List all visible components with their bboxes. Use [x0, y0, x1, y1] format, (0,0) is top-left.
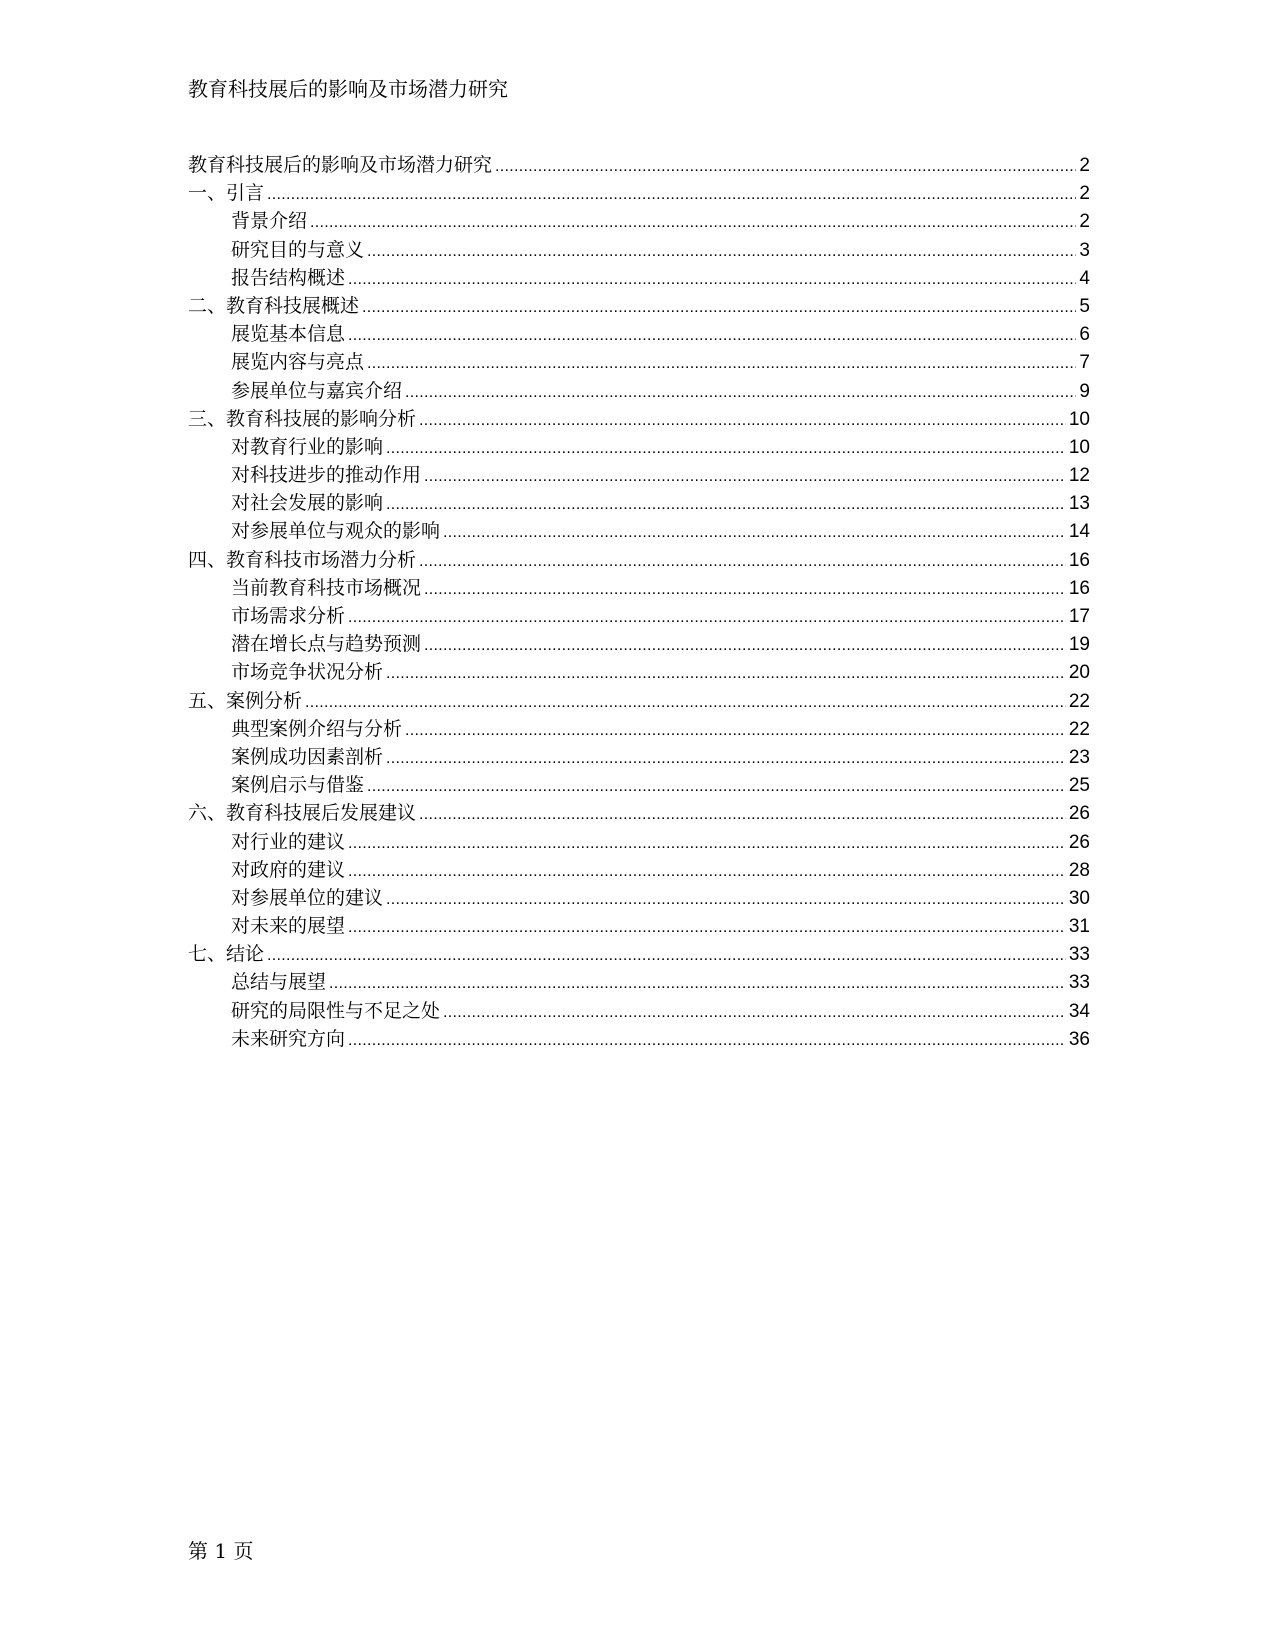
toc-entry-page-number[interactable]: 2 [1079, 211, 1090, 233]
toc-entry-page-number[interactable]: 30 [1068, 887, 1090, 909]
toc-dot-leader [348, 266, 1076, 294]
toc-entry-title[interactable]: 市场竞争状况分析 [231, 661, 384, 684]
toc-entry[interactable] [188, 405, 1090, 433]
toc-dot-leader [367, 238, 1076, 266]
toc-dot-leader [367, 350, 1076, 378]
toc-dot-leader [419, 801, 1066, 829]
toc-entry-title[interactable]: 六、教育科技展后发展建议 [188, 802, 417, 825]
toc-dot-leader [386, 745, 1066, 773]
toc-entry-title[interactable]: 报告结构概述 [231, 266, 346, 289]
toc-entry[interactable] [188, 236, 1090, 264]
toc-entry-title[interactable]: 对教育行业的影响 [231, 435, 384, 458]
toc-entry-page-number[interactable]: 3 [1079, 239, 1090, 261]
toc-entry-page-number[interactable]: 10 [1068, 436, 1090, 458]
toc-dot-leader [443, 519, 1066, 547]
toc-entry-page-number[interactable]: 34 [1068, 1000, 1090, 1022]
toc-entry[interactable] [188, 292, 1090, 320]
toc-entry[interactable] [188, 151, 1090, 179]
toc-entry-page-number[interactable]: 20 [1068, 662, 1090, 684]
toc-entry[interactable] [188, 207, 1090, 235]
toc-dot-leader [386, 435, 1066, 463]
toc-entry[interactable] [188, 517, 1090, 545]
toc-entry-title[interactable]: 展览内容与亮点 [231, 351, 365, 374]
toc-dot-leader [305, 689, 1066, 717]
toc-entry-page-number[interactable]: 12 [1068, 465, 1090, 487]
toc-entry[interactable] [188, 602, 1090, 630]
toc-dot-leader [386, 491, 1066, 519]
toc-entry-title[interactable]: 当前教育科技市场概况 [231, 576, 422, 599]
toc-entry-title[interactable]: 潜在增长点与趋势预测 [231, 633, 422, 656]
toc-entry-title[interactable]: 四、教育科技市场潜力分析 [188, 548, 417, 571]
toc-dot-leader [267, 942, 1066, 970]
toc-entry-title[interactable]: 三、教育科技展的影响分析 [188, 407, 417, 430]
toc-entry-title[interactable]: 对行业的建议 [231, 830, 346, 853]
toc-dot-leader [424, 576, 1066, 604]
toc-entry-title[interactable]: 对社会发展的影响 [231, 492, 384, 515]
toc-dot-leader [405, 379, 1076, 407]
toc-entry[interactable] [188, 377, 1090, 405]
toc-entry-title[interactable]: 展览基本信息 [231, 323, 346, 346]
toc-entry[interactable] [188, 179, 1090, 207]
toc-entry[interactable] [188, 715, 1090, 743]
toc-dot-leader [419, 548, 1066, 576]
toc-entry[interactable] [188, 687, 1090, 715]
toc-dot-leader [267, 181, 1076, 209]
toc-entry-page-number[interactable]: 4 [1079, 267, 1090, 289]
toc-entry-title[interactable]: 五、案例分析 [188, 689, 303, 712]
toc-entry[interactable] [188, 940, 1090, 968]
toc-dot-leader [329, 970, 1066, 998]
toc-entry[interactable] [188, 771, 1090, 799]
toc-dot-leader [348, 322, 1076, 350]
toc-entry-title[interactable]: 总结与展望 [231, 971, 327, 994]
toc-entry-page-number[interactable]: 17 [1068, 606, 1090, 627]
toc-entry-title[interactable]: 背景介绍 [231, 210, 308, 233]
toc-entry-page-number[interactable]: 23 [1068, 746, 1090, 768]
toc-entry-title[interactable]: 对参展单位与观众的影响 [231, 520, 441, 543]
toc-entry[interactable] [188, 489, 1090, 517]
toc-entry-title[interactable]: 二、教育科技展概述 [188, 294, 360, 317]
running-header: 教育科技展后的影响及市场潜力研究 [188, 77, 508, 101]
toc-dot-leader [386, 886, 1066, 914]
toc-entry-title[interactable]: 教育科技展后的影响及市场潜力研究 [188, 154, 493, 176]
toc-entry-page-number[interactable]: 16 [1068, 549, 1090, 571]
toc-entry-title[interactable]: 对政府的建议 [231, 858, 346, 881]
toc-entry-page-number[interactable]: 33 [1068, 944, 1090, 966]
toc-entry-page-number[interactable]: 9 [1079, 380, 1090, 402]
toc-entry-page-number[interactable]: 2 [1079, 155, 1090, 176]
toc-entry-page-number[interactable]: 25 [1068, 775, 1090, 797]
toc-entry[interactable] [188, 799, 1090, 827]
toc-dot-leader [348, 604, 1066, 632]
toc-entry-page-number[interactable]: 36 [1068, 1028, 1090, 1050]
toc-entry[interactable] [188, 264, 1090, 292]
toc-dot-leader [424, 463, 1066, 491]
toc-entry-page-number[interactable]: 33 [1068, 972, 1090, 994]
toc-entry[interactable] [188, 630, 1090, 658]
toc-dot-leader [419, 407, 1066, 435]
toc-dot-leader [443, 999, 1066, 1027]
toc-entry-title[interactable]: 未来研究方向 [231, 1027, 346, 1050]
toc-entry-page-number[interactable]: 22 [1068, 690, 1090, 712]
toc-entry-title[interactable]: 对科技进步的推动作用 [231, 464, 422, 487]
toc-entry-title[interactable]: 对未来的展望 [231, 915, 346, 938]
toc-dot-leader [386, 660, 1066, 688]
toc-entry[interactable] [188, 912, 1090, 940]
toc-dot-leader [424, 632, 1066, 660]
toc-entry[interactable] [188, 856, 1090, 884]
toc-dot-leader [348, 1027, 1066, 1055]
toc-entry[interactable] [188, 884, 1090, 912]
toc-entry-page-number[interactable]: 31 [1068, 916, 1090, 938]
toc-entry[interactable] [188, 658, 1090, 686]
toc-entry-page-number[interactable]: 10 [1068, 408, 1090, 430]
toc-entry-title[interactable]: 研究的局限性与不足之处 [231, 999, 441, 1022]
toc-entry-title[interactable]: 案例启示与借鉴 [231, 774, 365, 797]
toc-entry[interactable] [188, 461, 1090, 489]
toc-entry[interactable] [188, 828, 1090, 856]
toc-entry-page-number[interactable]: 6 [1079, 324, 1090, 346]
toc-entry[interactable] [188, 574, 1090, 602]
toc-entry-page-number[interactable]: 16 [1068, 577, 1090, 599]
toc-entry[interactable] [188, 968, 1090, 996]
toc-entry-page-number[interactable]: 5 [1079, 295, 1090, 317]
toc-entry-title[interactable]: 市场需求分析 [231, 605, 346, 627]
toc-dot-leader [348, 830, 1066, 858]
toc-entry-page-number[interactable]: 26 [1068, 803, 1090, 825]
toc-entry-page-number[interactable]: 28 [1068, 859, 1090, 881]
toc-entry-page-number[interactable]: 2 [1079, 183, 1090, 205]
toc-entry[interactable] [188, 997, 1090, 1025]
toc-entry-page-number[interactable]: 13 [1068, 493, 1090, 515]
table-of-contents [188, 151, 1090, 1053]
toc-entry[interactable] [188, 348, 1090, 376]
toc-entry-page-number[interactable]: 14 [1068, 521, 1090, 543]
toc-entry[interactable] [188, 1025, 1090, 1053]
toc-entry-title[interactable]: 七、结论 [188, 943, 265, 966]
toc-dot-leader [348, 858, 1066, 886]
toc-dot-leader [310, 209, 1076, 237]
toc-entry-title[interactable]: 对参展单位的建议 [231, 886, 384, 909]
toc-entry-title[interactable]: 参展单位与嘉宾介绍 [231, 379, 403, 402]
page-number-footer: 第 1 页 [188, 1539, 254, 1563]
toc-entry[interactable] [188, 546, 1090, 574]
toc-dot-leader [362, 294, 1076, 322]
toc-entry-title[interactable]: 研究目的与意义 [231, 238, 365, 261]
toc-entry-page-number[interactable]: 26 [1068, 831, 1090, 853]
toc-entry-title[interactable]: 案例成功因素剖析 [231, 745, 384, 768]
toc-entry-page-number[interactable]: 19 [1068, 634, 1090, 656]
toc-dot-leader [367, 773, 1066, 801]
toc-entry-title[interactable]: 典型案例介绍与分析 [231, 717, 403, 740]
toc-dot-leader [405, 717, 1066, 745]
toc-entry[interactable] [188, 743, 1090, 771]
toc-entry-page-number[interactable]: 7 [1079, 352, 1090, 374]
toc-dot-leader [495, 153, 1076, 181]
toc-entry[interactable] [188, 320, 1090, 348]
toc-dot-leader [348, 914, 1066, 942]
toc-entry[interactable] [188, 433, 1090, 461]
toc-entry-title[interactable]: 一、引言 [188, 182, 265, 205]
toc-entry-page-number[interactable]: 22 [1068, 718, 1090, 740]
